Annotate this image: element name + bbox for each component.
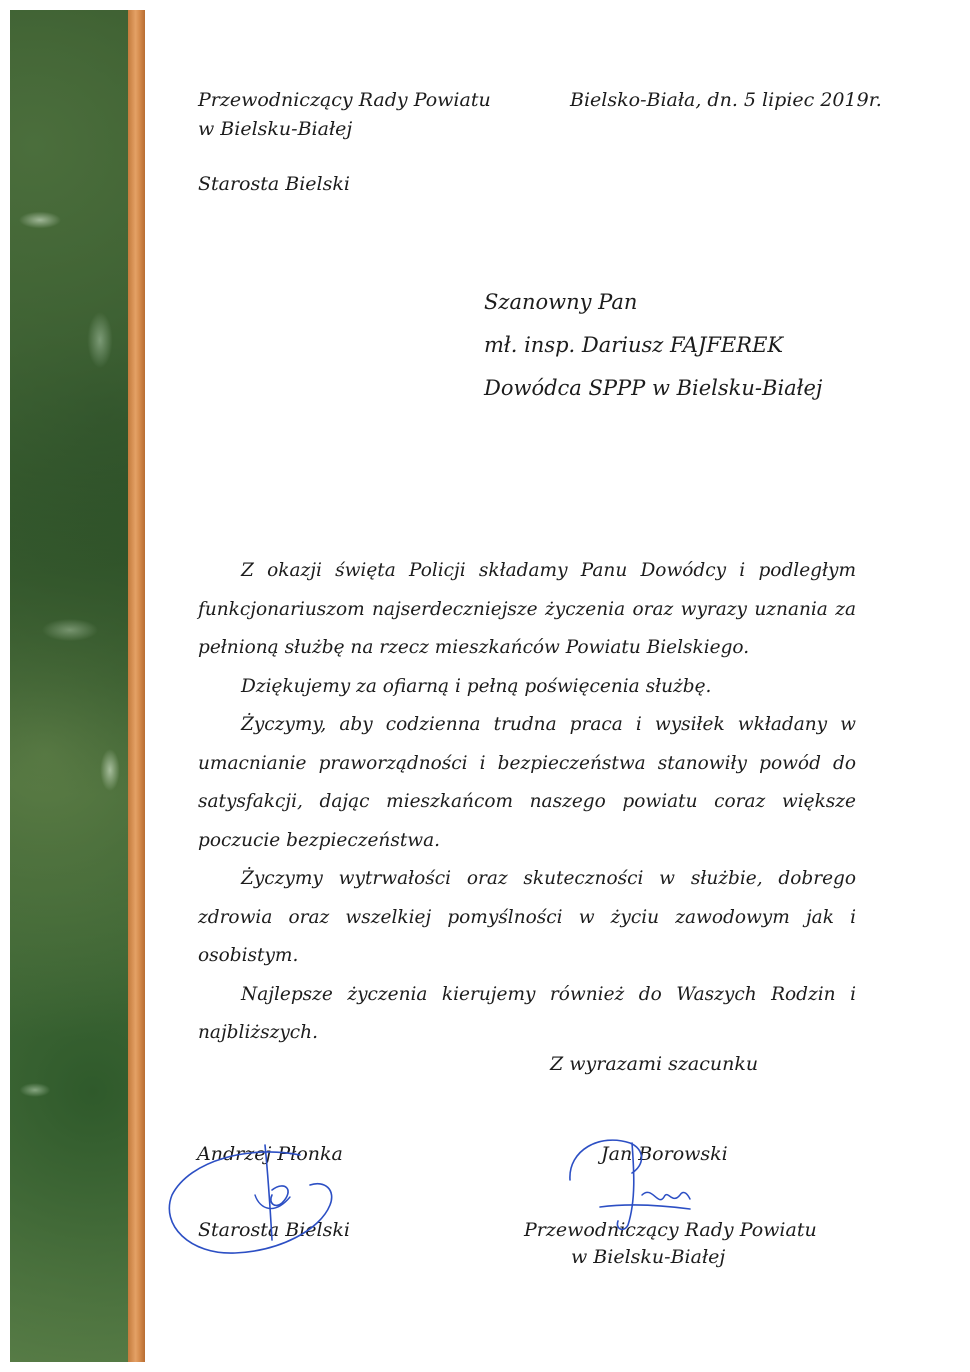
body-paragraph-4: Życzymy wytrwałości oraz skuteczności w służbie, dobrego zdrowia oraz wszelkiej pomyślności w życiu zawodowym jak i osobistym. <box>198 868 856 966</box>
letter-body <box>198 552 856 1053</box>
body-paragraph-3: Życzymy, aby codzienna trudna praca i wysiłek wkładany w umacnianie praworządności i bezpieczeństwa stanowiły powód do satysfakcji, dając mieszkańcom naszego powiatu coraz większe poczucie bezpieczeństwa. <box>198 714 856 851</box>
body-paragraph-5: Najlepsze życzenia kierujemy również do Waszych Rodzin i najbliższych. <box>198 983 856 1043</box>
letter-date: Bielsko-Biała, dn. 5 lipiec 2019r. <box>570 89 882 111</box>
signer-right-title-line-1: Przewodniczący Rady Powiatu <box>524 1219 817 1241</box>
signer-left-name: Andrzej Płonka <box>197 1143 343 1165</box>
addressee-position: Dowódca SPPP w Bielsku-Białej <box>484 376 823 400</box>
marble-border <box>10 10 128 1362</box>
addressee-block <box>484 290 822 419</box>
signer-left-title: Starosta Bielski <box>198 1219 350 1241</box>
sender-line-1: Przewodniczący Rady Powiatu <box>198 89 491 111</box>
signer-right-title-line-2: w Bielsku-Białej <box>571 1246 726 1268</box>
signer-right-name: Jan Borowski <box>601 1143 728 1165</box>
sender-block <box>198 88 491 146</box>
body-paragraph-1: Z okazji święta Policji składamy Panu Dowódcy i podległym funkcjonariuszom najserdeczniejsze życzenia oraz wyrazy uznania za pełnioną służbę na rzecz mieszkańców Powiatu Bielskiego. <box>198 560 856 658</box>
addressee-salutation: Szanowny Pan <box>484 290 638 314</box>
body-paragraph-2: Dziękujemy za ofiarną i pełną poświęcenia służbę. <box>241 675 712 697</box>
sender-line-2: w Bielsku-Białej <box>198 118 353 140</box>
signature-right-scribble <box>560 1125 710 1235</box>
closing-phrase: Z wyrazami szacunku <box>550 1053 759 1075</box>
copper-stripe <box>128 10 145 1362</box>
addressee-name: mł. insp. Dariusz FAJFEREK <box>484 333 784 357</box>
signature-left-scribble <box>160 1135 360 1265</box>
sender-line-3: Starosta Bielski <box>198 173 350 195</box>
